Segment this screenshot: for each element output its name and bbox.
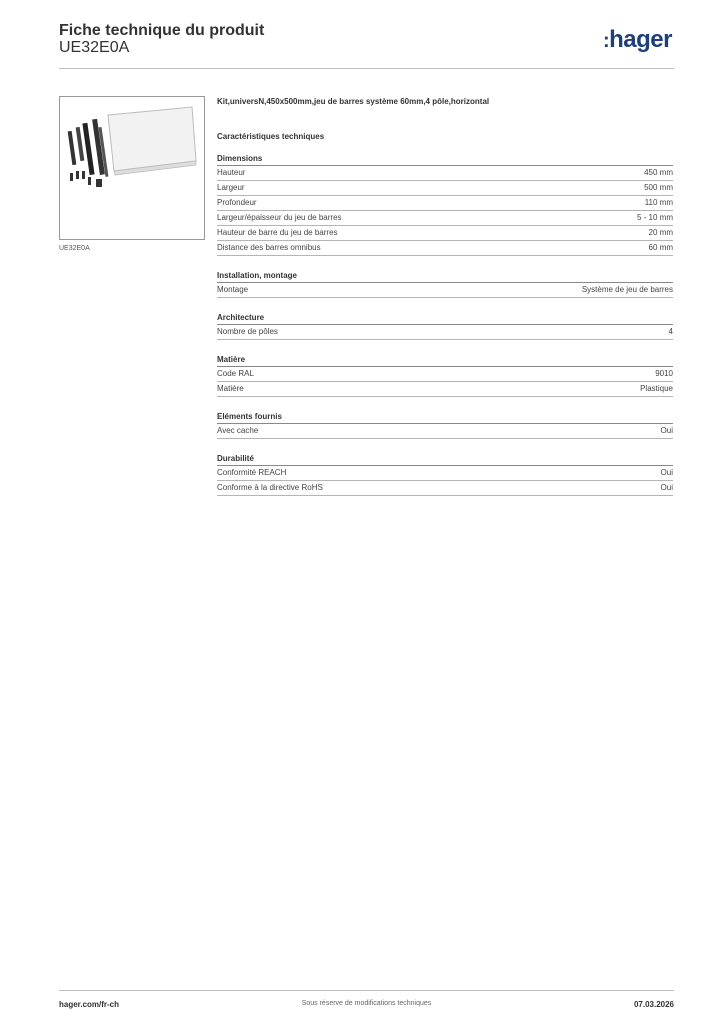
spec-row: [217, 226, 673, 241]
spec-row: [217, 325, 673, 340]
group-title: Durabilité: [217, 453, 673, 466]
group-title: Installation, montage: [217, 270, 673, 283]
spec-row: [217, 166, 673, 181]
spec-value: 60 mm: [648, 243, 673, 252]
spec-row: [217, 283, 673, 298]
spec-group: [217, 312, 673, 340]
product-description: Kit,universN,450x500mm,jeu de barres système 60mm,4 pôle,horizontal: [217, 97, 490, 106]
spec-value: Oui: [660, 483, 673, 492]
group-title: Eléments fournis: [217, 411, 673, 424]
footer-notice: Sous réserve de modifications techniques: [301, 1000, 432, 1007]
spec-label: Conformité REACH: [217, 468, 287, 477]
section-title: Caractéristiques techniques: [217, 132, 325, 141]
spec-row: [217, 481, 673, 496]
page-footer: [59, 990, 674, 1015]
spec-label: Avec cache: [217, 426, 259, 435]
spec-value: 4: [668, 327, 673, 336]
spec-label: Profondeur: [217, 198, 257, 207]
spec-label: Largeur: [217, 183, 245, 192]
spec-row: [217, 424, 673, 439]
product-reference: UE32E0A: [59, 39, 130, 56]
page-header: [59, 20, 674, 69]
spec-row: [217, 367, 673, 382]
spec-row: [217, 241, 673, 256]
spec-value: 500 mm: [644, 183, 673, 192]
spec-value: Oui: [660, 426, 673, 435]
product-kit-icon: [60, 97, 204, 239]
spec-label: Code RAL: [217, 369, 254, 378]
spec-label: Conforme à la directive RoHS: [217, 483, 323, 492]
spec-value: 110 mm: [644, 198, 673, 207]
spec-group: [217, 354, 673, 397]
spec-label: Nombre de pôles: [217, 327, 278, 336]
spec-group: [217, 453, 673, 496]
group-title: Dimensions: [217, 153, 673, 166]
spec-value: 5 - 10 mm: [636, 213, 673, 222]
spec-row: [217, 211, 673, 226]
spec-group: [217, 153, 673, 256]
spec-label: Hauteur de barre du jeu de barres: [217, 228, 338, 237]
spec-value: Système de jeu de barres: [581, 285, 673, 294]
group-title: Matière: [217, 354, 673, 367]
logo-text: hager: [609, 26, 672, 53]
spec-group: [217, 411, 673, 439]
spec-row: [217, 181, 673, 196]
footer-website[interactable]: hager.com/fr-ch: [59, 1000, 120, 1009]
spec-value: 20 mm: [648, 228, 673, 237]
spec-label: Hauteur: [217, 168, 246, 177]
spec-label: Distance des barres omnibus: [217, 243, 321, 252]
document-title: Fiche technique du produit: [59, 22, 265, 39]
spec-row: [217, 382, 673, 397]
group-title: Architecture: [217, 312, 673, 325]
spec-label: Matière: [217, 384, 244, 393]
spec-group: [217, 270, 673, 298]
product-image: [59, 96, 205, 240]
technical-content: [217, 96, 673, 496]
spec-value: Plastique: [640, 384, 673, 393]
spec-row: [217, 196, 673, 211]
spec-value: 9010: [655, 369, 673, 378]
spec-row: [217, 466, 673, 481]
hager-logo: :hager: [602, 26, 672, 53]
spec-value: 450 mm: [644, 168, 673, 177]
characteristics-groups: [217, 153, 673, 496]
spec-label: Largeur/épaisseur du jeu de barres: [217, 213, 342, 222]
image-caption: UE32E0A: [59, 245, 90, 252]
spec-value: Oui: [660, 468, 673, 477]
spec-label: Montage: [217, 285, 249, 294]
footer-date: 07.03.2026: [633, 1000, 674, 1009]
